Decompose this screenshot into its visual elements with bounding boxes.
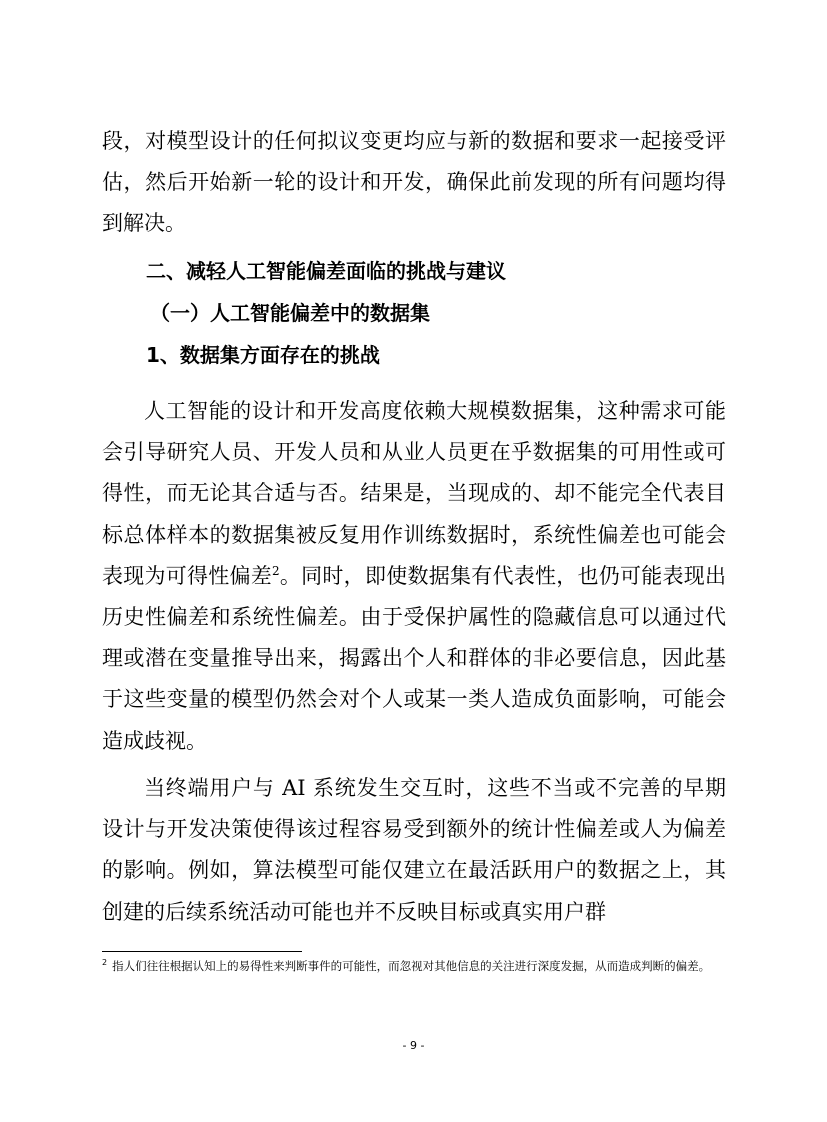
- footnote-separator: [102, 951, 302, 952]
- footnote-number: 2: [102, 958, 108, 968]
- body-paragraph: 段，对模型设计的任何拟议变更均应与新的数据和要求一起接受评估，然后开始新一轮的设计和开发，确保此前发现的所有问题均得到解决。: [102, 129, 726, 236]
- body-paragraph: [102, 391, 726, 762]
- page-number: - 9 -: [402, 1039, 425, 1052]
- footnote-reference[interactable]: 2: [272, 563, 280, 578]
- footnote-text: 指人们往往根据认知上的易得性来判断事件的可能性，而忽视对其他信息的关注进行深度发掘，从而造成判断的偏差。: [112, 959, 711, 973]
- subsection-heading: （一）人工智能偏差中的数据集: [150, 301, 430, 325]
- paragraph-text: 。同时，即使数据集有代表性，也仍可能表现出历史性偏差和系统性偏差。由于受保护属性的隐藏信息可以通过代理或潜在变量推导出来，揭露出个人和群体的非必要信息，因此基于这些变量的模型仍然会对个人或某一类人造成负面影响，可能会造成歧视。: [102, 563, 726, 753]
- section-heading: 二、减轻人工智能偏差面临的挑战与建议: [146, 259, 506, 283]
- body-paragraph: 当终端用户与 AI 系统发生交互时，这些不当或不完善的早期设计与开发决策使得该过程容易受到额外的统计性偏差或人为偏差的影响。例如，算法模型可能仅建立在最活跃用户的数据之上，其创建的后续系统活动可能也并不反映目标或真实用户群: [102, 776, 726, 924]
- item-heading: 1、数据集方面存在的挑战: [146, 343, 380, 367]
- footnote: [102, 958, 726, 975]
- paragraph-text: 人工智能的设计和开发高度依赖大规模数据集，这种需求可能会引导研究人员、开发人员和从业人员更在乎数据集的可用性或可得性，而无论其合适与否。结果是，当现成的、却不能完全代表目标总体样本的数据集被反复用作训练数据时，系统性偏差也可能会表现为可得性偏差: [102, 399, 726, 588]
